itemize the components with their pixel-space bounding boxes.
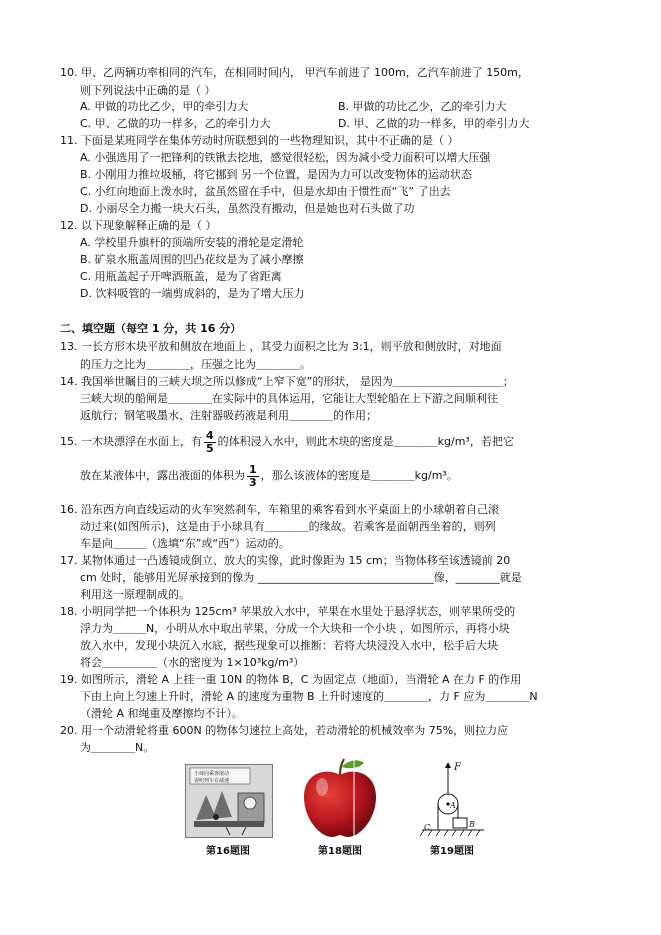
figure-16-illustration [186,765,272,837]
pulley-diagram [418,760,488,838]
q15-text-mid: 的体积浸入水中，则此木块的密度是＿＿＿＿kg/m³，若把它 [217,435,514,448]
q14-stem-3: 返航行；钢笔吸墨水、注射器吸药液是利用＿＿＿＿的作用； [80,409,377,422]
q11-option-b: B. 小刚用力推垃圾桶，将它挪到 另一个位置，是因为力可以改变物体的运动状态 [80,168,473,181]
q15-frac2-den: 3 [249,475,257,489]
q15-frac1-den: 5 [206,441,214,455]
q20-stem-2: 为＿＿＿＿N。 [80,741,155,754]
q15-fraction-4-5 [204,430,216,455]
figure-19-caption: 第19题图 [430,846,474,857]
figure-16-caption: 第16题图 [206,846,250,857]
q18-stem-3: 放入水中，发现小块沉入水底，据些现象可以推断：若将大块浸没入水中，松手后大块 [80,639,498,652]
q20-stem: 20. 用一个动滑轮将重 600N 的物体匀速拉上高处，若动滑轮的机械效率为 75%，则拉力应 [60,724,509,737]
q15-frac1-num: 4 [206,428,214,442]
q11-option-c: C. 小红向地面上泼水时，盆虽然留在手中，但是水却由于惯性而“飞” 了出去 [80,185,451,198]
q13-stem: 13. 一长方形木块平放和侧放在地面上 ，其受力面积之比为 3:1，则平放和侧放时，对地面 [60,340,502,353]
q12-stem: 12. 以下现象解释正确的是（ ） [60,219,217,232]
q18-stem: 18. 小明同学把一个体积为 125cm³ 苹果放入水中，苹果在水里处于悬浮状态，则苹果所受的 [60,605,516,618]
q15-fraction-1-3 [247,464,259,489]
q16-stem-2: 动过来(如图所示)，这是由于小球具有＿＿＿＿的缘故。若乘客是面朝西坐着的，则列 [80,520,496,533]
fig19-label-c: C [424,823,431,832]
figure-18-caption: 第18题图 [318,846,362,857]
q11-option-a: A. 小强选用了一把锋利的铁锹去挖地，感觉很轻松，因为减小受力面积可以增大压强 [80,151,491,164]
q13-stem-2: 的压力之比为＿＿＿＿，压强之比为＿＿＿＿。 [80,358,311,371]
q19-stem-2: 下由上向上匀速上升时，滑轮 A 的速度为重物 B 上升时速度的＿＿＿＿，力 F 应为＿＿＿＿N [80,690,538,703]
fig16-speech-2: 说明列车在减速 [194,778,230,784]
q19-stem-3: （滑轮 A 和绳重及摩擦均不计）。 [80,707,244,720]
fig19-label-f: F [454,762,461,773]
q11-stem: 11. 下面是某班同学在集体劳动时所联想到的一些物理知识，其中不正确的是（ ） [60,134,459,147]
figure-19-pulley [418,760,488,838]
q14-stem: 14. 我国举世瞩目的三峡大坝之所以修成“上窄下宽”的形状， 是因为＿＿＿＿＿＿＿＿＿＿； [60,375,514,388]
q17-stem-3: 利用这一原理制成的。 [80,588,190,601]
q10-stem: 10. 甲、乙两辆功率相同的汽车，在相同时间内， 甲汽车前进了 100m，乙汽车前进了 150m， [60,66,529,79]
q10-option-a: A. 甲做的功比乙少，甲的牵引力大 [80,100,249,113]
fig19-label-a: A [450,801,456,810]
q12-option-d: D. 饮料吸管的一端剪成斜的，是为了增大压力 [80,287,305,300]
q10-option-b: B. 甲做的功比乙少，乙的牵引力大 [338,100,507,113]
q16-stem: 16. 沿东西方向直线运动的火车突然刹车，车箱里的乘客看到水平桌面上的小球朝着自己滚 [60,503,499,516]
q15-text-line2-pre: 放在某液体中，露出液面的体积为 [80,469,245,482]
section-heading: 二、填空题（每空 1 分，共 16 分） [60,322,242,335]
q10-option-d: D. 甲、乙做的功一样多，甲的牵引力大 [338,117,530,130]
q15-stem [60,428,514,456]
q10-option-c: C. 甲、乙做的功一样多，乙的牵引力大 [80,117,271,130]
q17-stem: 17. 某物体通过一凸透镜成倒立、放大的实像，此时像距为 15 cm；当物体移至该透镜前 20 [60,554,511,567]
fig19-label-b: B [469,820,475,829]
q17-stem-2: cm 处时，能够用光屏承接到的像为 ________________________________像，________就是 [80,571,522,584]
q16-stem-3: 车是向＿＿＿（选填“东”或“西”）运动的。 [80,537,290,550]
q10-stem-2: 则下列说法中正确的是（ ） [80,84,216,97]
apple-icon [298,757,382,839]
q15-stem-2 [80,462,458,490]
q14-stem-2: 三峡大坝的船闸是＿＿＿＿在实际中的具体运用，它能让大型轮船在上下游之间顺利往 [80,392,498,405]
q15-text-line2-post: ，那么该液体的密度是＿＿＿＿kg/m³。 [260,469,458,482]
q12-option-c: C. 用瓶盖起子开啤酒瓶盖，是为了省距离 [80,270,282,283]
q12-option-b: B. 矿泉水瓶盖周围的凹凸花纹是为了减小摩擦 [80,253,304,266]
q18-stem-4: 将会＿＿＿＿＿（水的密度为 1×10³kg/m³） [80,656,305,669]
fig16-speech-1: 小球向乘客滚动 [194,771,230,777]
figure-18-apple [298,757,382,839]
q12-option-a: A. 学校里升旗杆的顶端所安装的滑轮是定滑轮 [80,236,304,249]
q11-option-d: D. 小丽尽全力搬一块大石头，虽然没有搬动，但是她也对石头做了功 [80,202,415,215]
q18-stem-2: 浮力为＿＿＿N，小明从水中取出苹果，分成一个大块和一个小块 ，如图所示，再将小块 [80,622,510,635]
q15-frac2-num: 1 [249,462,257,476]
q15-text-pre: 15. 一木块漂浮在水面上，有 [60,435,202,448]
figure-16-image [185,764,273,838]
q19-stem: 19. 如图所示，滑轮 A 上挂一重 10N 的物体 B，C 为固定点（地面），当滑轮 A 在力 F 的作用 [60,673,522,686]
